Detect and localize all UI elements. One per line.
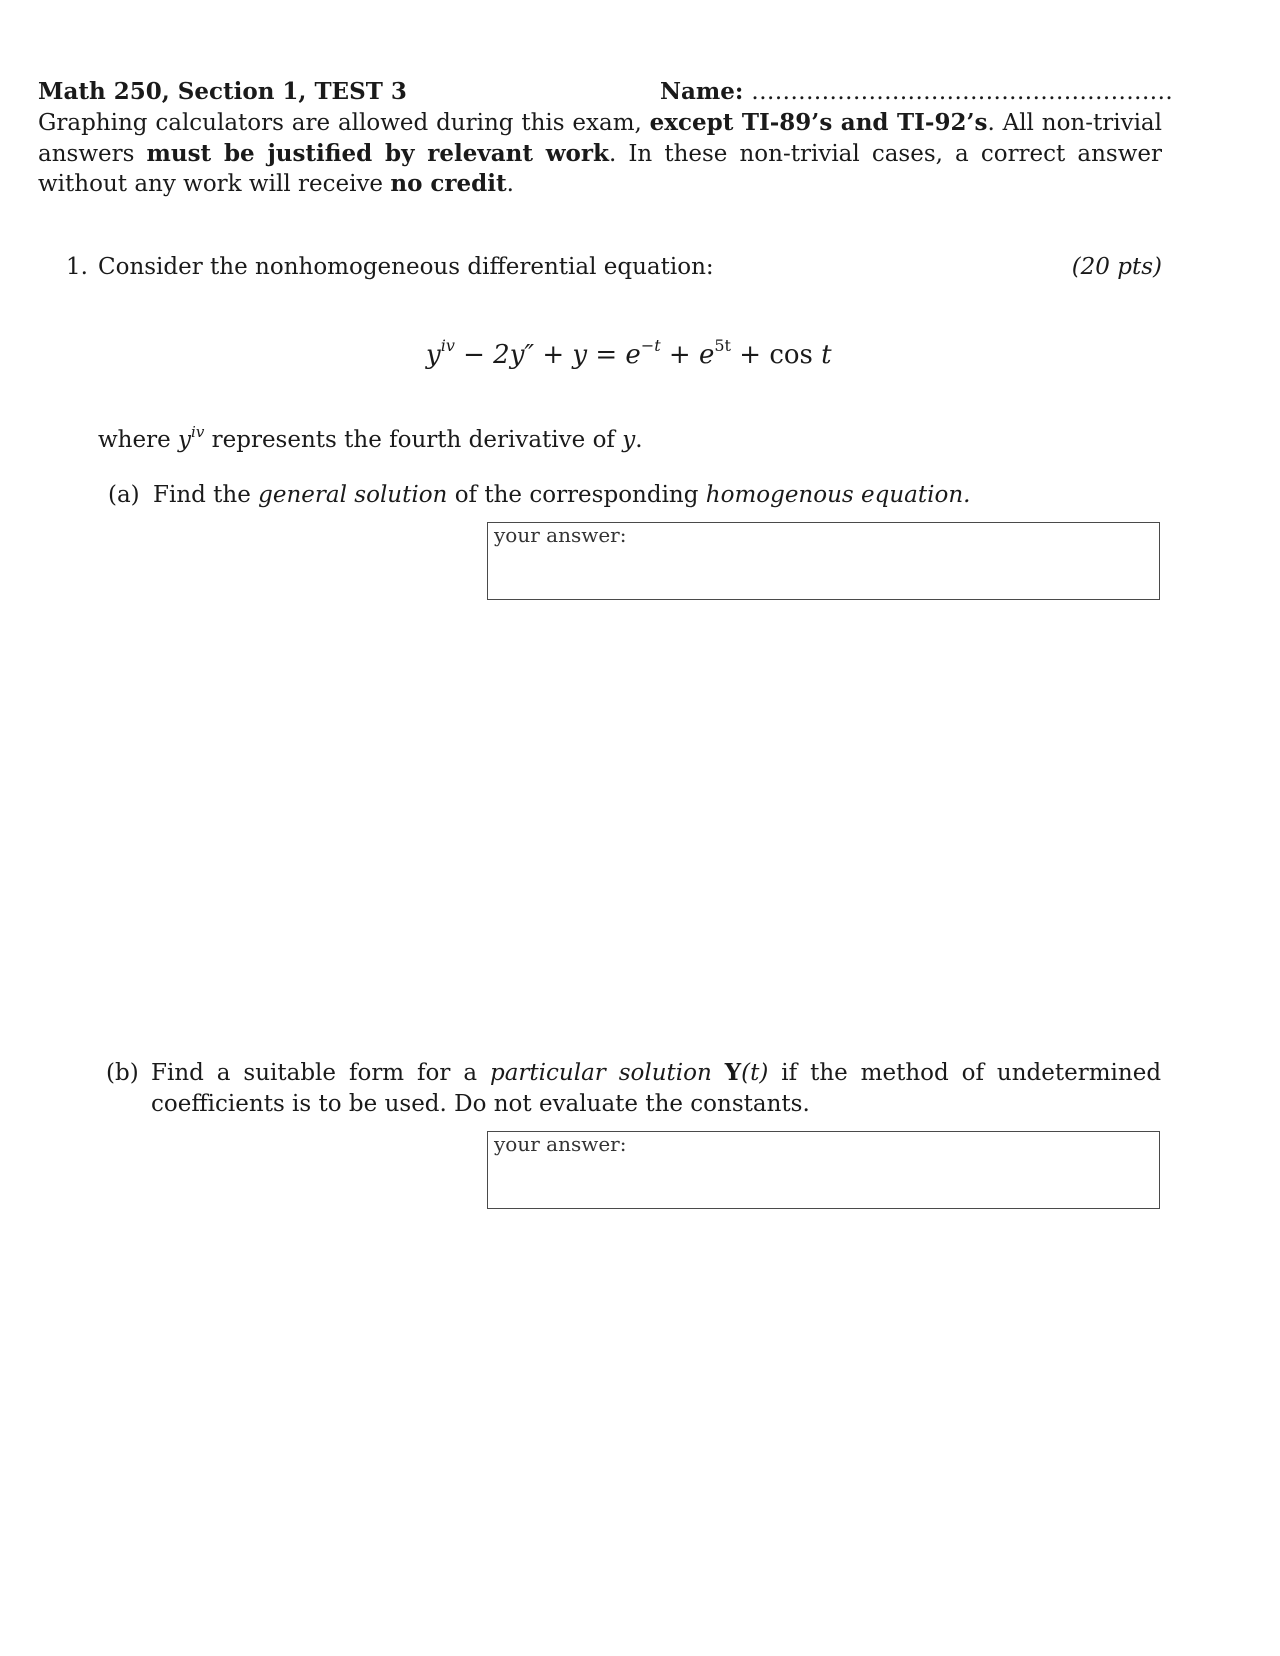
part-a-text	[153, 480, 970, 511]
answer-label-b: your answer:	[494, 1132, 627, 1156]
eq-plus-e: + e	[660, 340, 715, 370]
part-a-italic-2: homogenous equation.	[705, 482, 971, 508]
where-post: represents the fourth derivative of	[211, 427, 615, 453]
eq-sup-5t: 5t	[714, 336, 731, 355]
part-b-italic-1: particular solution	[489, 1060, 712, 1086]
part-a-italic-1: general solution	[258, 482, 448, 508]
part-a-pre: Find the	[153, 482, 251, 508]
where-end: .	[635, 427, 643, 453]
name-dots: ......................................................	[751, 79, 1174, 105]
part-b-pre: Find a suitable form for a	[151, 1060, 478, 1086]
name-field	[660, 78, 1173, 105]
question-number: 1.	[66, 254, 88, 280]
eq-sup-iv: iv	[440, 336, 455, 355]
where-y2: y	[622, 427, 636, 453]
eq-sup-neg-t: −t	[640, 336, 661, 355]
instructions-bold-2: must be justified by relevant work	[146, 139, 609, 167]
course-title: Math 250, Section 1, TEST 3	[38, 78, 407, 105]
where-sup: iv	[191, 423, 205, 441]
eq-rest: − 2y″ + y = e	[454, 340, 641, 370]
name-label: Name:	[660, 78, 744, 105]
instructions-bold-3: no credit	[390, 170, 507, 197]
part-b-post: if the method of undetermined coefficients is to be used. Do not evaluate the constants.	[151, 1060, 1162, 1117]
part-b-label: (b)	[106, 1060, 139, 1086]
instructions-text-4: .	[506, 171, 514, 197]
instructions-text-2: . All non-trivial answers	[38, 110, 1163, 167]
instructions-text-3: . In these non-trivial cases, a correct answer without any work will receive	[38, 140, 1162, 197]
answer-box-b[interactable]	[487, 1131, 1160, 1209]
differential-equation	[426, 336, 832, 370]
where-statement	[98, 423, 643, 453]
instructions-text-1: Graphing calculators are allowed during this exam,	[38, 110, 642, 136]
eq-t: t	[812, 340, 832, 370]
eq-cos: cos	[769, 340, 813, 370]
question-points: (20 pts)	[1071, 254, 1162, 280]
where-pre: where	[98, 427, 171, 453]
question-text: Consider the nonhomogeneous differential equation:	[98, 254, 714, 280]
where-y: y	[178, 427, 192, 453]
eq-plus: +	[730, 340, 770, 370]
answer-box-a[interactable]	[487, 522, 1160, 600]
part-a-mid: of the corresponding	[454, 482, 699, 508]
instructions-bold-1: except TI-89’s and TI-92’s	[649, 109, 988, 136]
part-b-func: (t)	[741, 1060, 769, 1086]
part-b-bold-y: Y	[724, 1059, 742, 1086]
exam-header	[38, 78, 1174, 108]
part-b-text	[151, 1058, 1161, 1119]
answer-label-a: your answer:	[494, 523, 627, 547]
exam-instructions	[38, 108, 1162, 200]
question-1-heading	[66, 254, 1162, 286]
part-a-label: (a)	[108, 482, 140, 508]
eq-y: y	[426, 340, 441, 370]
